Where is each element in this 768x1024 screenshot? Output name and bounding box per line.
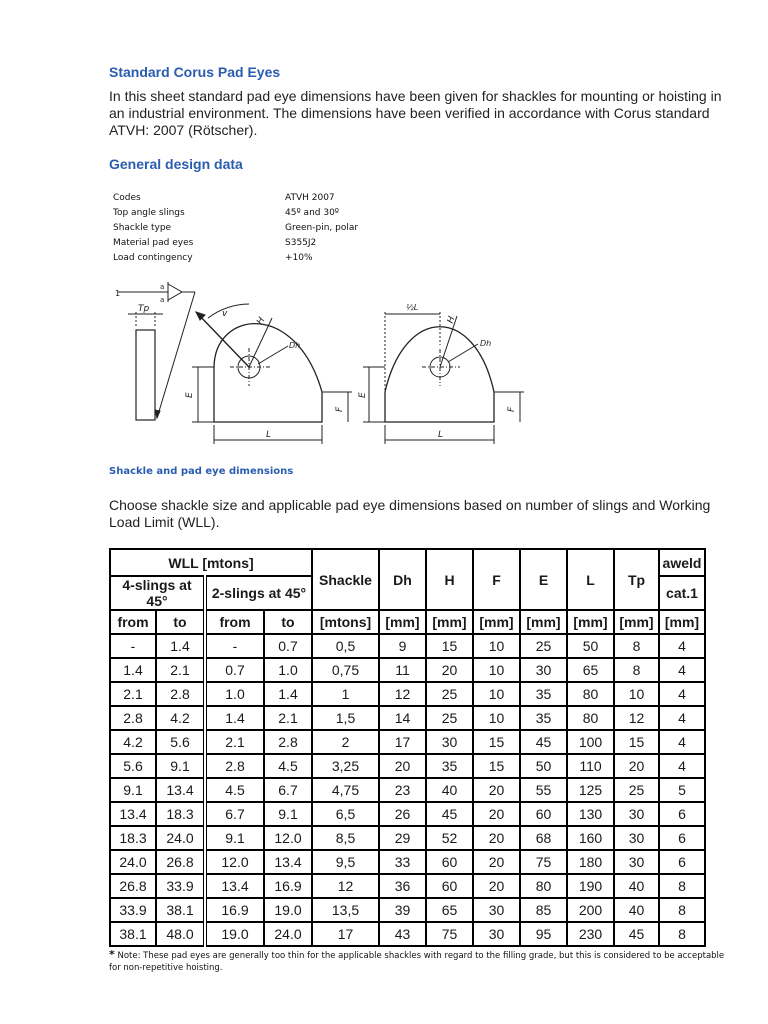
table-cell: 17 — [312, 922, 379, 946]
table-cell: 30 — [614, 826, 659, 850]
table-cell: 9.1 — [156, 754, 205, 778]
table-row — [110, 658, 705, 682]
table-body — [110, 634, 705, 946]
v-label: v — [222, 309, 228, 319]
table-row — [110, 706, 705, 730]
design-data-list — [113, 191, 413, 266]
table-cell: 20 — [379, 754, 426, 778]
table-row — [110, 802, 705, 826]
table-cell: 20 — [473, 874, 520, 898]
table-cell: 13.4 — [110, 802, 156, 826]
table-cell: 4 — [659, 706, 705, 730]
mm-unit: [mm] — [473, 610, 520, 634]
table-cell: 68 — [520, 826, 567, 850]
table-cell: 1.4 — [156, 634, 205, 658]
table-cell: 25 — [426, 682, 473, 706]
table-cell: 9 — [379, 634, 426, 658]
design-value: 45º and 30º — [285, 208, 340, 218]
design-label: Load contingency — [113, 253, 193, 263]
table-cell: 25 — [520, 634, 567, 658]
table-cell: 20 — [614, 754, 659, 778]
table-cell: 75 — [520, 850, 567, 874]
pad-eye-front-left — [185, 304, 352, 444]
table-cell: 50 — [520, 754, 567, 778]
table-cell: 130 — [567, 802, 614, 826]
table-cell: 0.7 — [205, 658, 264, 682]
table-row — [110, 634, 705, 658]
table-cell: 9.1 — [110, 778, 156, 802]
table-cell: 26 — [379, 802, 426, 826]
shackle-header: Shackle — [312, 549, 379, 610]
table-row — [110, 682, 705, 706]
table-cell: 2.1 — [205, 730, 264, 754]
table-cell: - — [205, 634, 264, 658]
table-cell: 40 — [614, 898, 659, 922]
figure-caption: Shackle and pad eye dimensions — [109, 466, 294, 477]
design-value: Green-pin, polar — [285, 223, 359, 233]
table-cell: 4 — [659, 754, 705, 778]
table-cell: 110 — [567, 754, 614, 778]
table-cell: 0.7 — [264, 634, 312, 658]
table-cell: 20 — [473, 778, 520, 802]
table-cell: 10 — [473, 634, 520, 658]
tp-header: Tp — [614, 549, 659, 610]
to-header: to — [156, 610, 205, 634]
table-cell: 20 — [473, 826, 520, 850]
table-cell: 2.8 — [110, 706, 156, 730]
dh-header: Dh — [379, 549, 426, 610]
side-view-plate — [128, 304, 163, 420]
table-cell: 9,5 — [312, 850, 379, 874]
table-cell: 75 — [426, 922, 473, 946]
table-cell: 20 — [426, 658, 473, 682]
table-cell: 9.1 — [205, 826, 264, 850]
table-cell: 25 — [426, 706, 473, 730]
table-cell: 2.1 — [110, 682, 156, 706]
note-text: Note: These pad eyes are generally too thin for the applicable shackles with regard to the filling grade, but this is considered to be acceptable for non-repetitive hoisting. — [109, 951, 725, 973]
table-cell: 18.3 — [110, 826, 156, 850]
table-row — [110, 922, 705, 946]
table-cell: 60 — [520, 802, 567, 826]
table-cell: 2.8 — [156, 682, 205, 706]
table-cell: 100 — [567, 730, 614, 754]
table-cell: 80 — [567, 682, 614, 706]
table-cell: 15 — [473, 730, 520, 754]
table-cell: 19.0 — [205, 922, 264, 946]
dh-label-right: Dh — [480, 339, 492, 348]
design-label: Shackle type — [113, 223, 172, 233]
table-cell: 0,5 — [312, 634, 379, 658]
table-cell: 12.0 — [264, 826, 312, 850]
table-cell: 10 — [473, 706, 520, 730]
choose-paragraph: Choose shackle size and applicable pad eye dimensions based on number of slings and Working Load Limit (WLL). — [109, 497, 711, 530]
table-cell: - — [110, 634, 156, 658]
table-cell: 45 — [614, 922, 659, 946]
table-cell: 30 — [614, 802, 659, 826]
table-cell: 50 — [567, 634, 614, 658]
half-l-label: ½L — [406, 303, 419, 312]
table-cell: 45 — [520, 730, 567, 754]
table-row — [110, 826, 705, 850]
table-cell: 10 — [614, 682, 659, 706]
design-row — [113, 236, 413, 251]
table-row — [110, 898, 705, 922]
design-heading: General design data — [109, 156, 243, 172]
table-cell: 30 — [473, 922, 520, 946]
from-header: from — [205, 610, 264, 634]
table-row — [110, 778, 705, 802]
table-cell: 200 — [567, 898, 614, 922]
slings4-header: 4-slings at 45° — [110, 576, 205, 610]
pad-eye-front-right — [358, 303, 524, 444]
weld-label-1: 1 — [115, 289, 121, 298]
weld-label-a-bottom: a — [160, 296, 165, 304]
table-row — [110, 850, 705, 874]
table-cell: 1.4 — [264, 682, 312, 706]
table-cell: 19.0 — [264, 898, 312, 922]
table-cell: 2.1 — [264, 706, 312, 730]
table-cell: 39 — [379, 898, 426, 922]
table-cell: 4 — [659, 730, 705, 754]
table-cell: 38.1 — [156, 898, 205, 922]
table-cell: 8 — [659, 874, 705, 898]
table-cell: 6 — [659, 802, 705, 826]
f-label-right: F — [507, 406, 517, 412]
table-cell: 55 — [520, 778, 567, 802]
wll-header: WLL [mtons] — [110, 549, 312, 576]
table-cell: 30 — [473, 898, 520, 922]
h-header: H — [426, 549, 473, 610]
table-cell: 26.8 — [156, 850, 205, 874]
dh-label-left: Dh — [289, 341, 301, 350]
table-cell: 15 — [473, 754, 520, 778]
design-value: S355J2 — [285, 238, 317, 248]
tp-label: Tp — [138, 304, 150, 314]
design-row — [113, 251, 413, 266]
table-cell: 1.4 — [205, 706, 264, 730]
table-cell: 5 — [659, 778, 705, 802]
mm-unit: [mm] — [426, 610, 473, 634]
table-cell: 17 — [379, 730, 426, 754]
table-cell: 6.7 — [264, 778, 312, 802]
table-cell: 6 — [659, 850, 705, 874]
table-cell: 6.7 — [205, 802, 264, 826]
table-cell: 1 — [312, 682, 379, 706]
table-cell: 20 — [473, 802, 520, 826]
header-row-1 — [110, 549, 705, 576]
table-cell: 80 — [520, 874, 567, 898]
table-cell: 30 — [520, 658, 567, 682]
table-cell: 0,75 — [312, 658, 379, 682]
table-cell: 13,5 — [312, 898, 379, 922]
table-cell: 48.0 — [156, 922, 205, 946]
table-cell: 60 — [426, 850, 473, 874]
table-cell: 13.4 — [264, 850, 312, 874]
table-cell: 2.8 — [205, 754, 264, 778]
slings2-header: 2-slings at 45° — [205, 576, 312, 610]
mm-unit: [mm] — [614, 610, 659, 634]
pad-eye-drawing — [0, 270, 768, 450]
table-cell: 8 — [614, 658, 659, 682]
table-cell: 15 — [426, 634, 473, 658]
table-cell: 160 — [567, 826, 614, 850]
table-cell: 14 — [379, 706, 426, 730]
table-cell: 12 — [312, 874, 379, 898]
header-row-3 — [110, 610, 705, 634]
table-cell: 4,75 — [312, 778, 379, 802]
table-cell: 2 — [312, 730, 379, 754]
table-cell: 45 — [426, 802, 473, 826]
table-row — [110, 754, 705, 778]
f-header: F — [473, 549, 520, 610]
table-cell: 80 — [567, 706, 614, 730]
table-cell: 18.3 — [156, 802, 205, 826]
footnote — [109, 949, 729, 974]
weld-label-a-top: a — [160, 283, 165, 291]
table-cell: 1.4 — [110, 658, 156, 682]
table-cell: 35 — [520, 706, 567, 730]
table-cell: 33.9 — [156, 874, 205, 898]
table-cell: 4.2 — [156, 706, 205, 730]
table-cell: 24.0 — [110, 850, 156, 874]
table-cell: 24.0 — [156, 826, 205, 850]
table-cell: 36 — [379, 874, 426, 898]
table-cell: 35 — [520, 682, 567, 706]
aweld-header: aweld — [659, 549, 705, 576]
table-cell: 1,5 — [312, 706, 379, 730]
l-header: L — [567, 549, 614, 610]
table-cell: 25 — [614, 778, 659, 802]
table-cell: 65 — [426, 898, 473, 922]
table-cell: 8,5 — [312, 826, 379, 850]
table-cell: 8 — [659, 922, 705, 946]
table-cell: 23 — [379, 778, 426, 802]
table-cell: 9.1 — [264, 802, 312, 826]
table-cell: 33 — [379, 850, 426, 874]
table-cell: 85 — [520, 898, 567, 922]
table-cell: 4 — [659, 682, 705, 706]
table-cell: 24.0 — [264, 922, 312, 946]
mm-unit: [mm] — [659, 610, 705, 634]
table-cell: 60 — [426, 874, 473, 898]
mm-unit: [mm] — [567, 610, 614, 634]
e-header: E — [520, 549, 567, 610]
note-star: * — [109, 948, 115, 961]
table-row — [110, 730, 705, 754]
table-cell: 3,25 — [312, 754, 379, 778]
table-cell: 13.4 — [205, 874, 264, 898]
table-cell: 4 — [659, 658, 705, 682]
table-cell: 95 — [520, 922, 567, 946]
design-value: +10% — [285, 253, 313, 263]
table-cell: 5.6 — [110, 754, 156, 778]
table-cell: 6,5 — [312, 802, 379, 826]
design-row — [113, 221, 413, 236]
to-header: to — [264, 610, 312, 634]
table-cell: 13.4 — [156, 778, 205, 802]
table-cell: 190 — [567, 874, 614, 898]
table-cell: 29 — [379, 826, 426, 850]
table-cell: 4.5 — [205, 778, 264, 802]
table-cell: 5.6 — [156, 730, 205, 754]
table-row — [110, 874, 705, 898]
table-cell: 15 — [614, 730, 659, 754]
l-label-right: L — [438, 430, 444, 440]
table-cell: 1.0 — [205, 682, 264, 706]
design-value: ATVH 2007 — [285, 193, 335, 203]
table-cell: 125 — [567, 778, 614, 802]
table-cell: 6 — [659, 826, 705, 850]
table-cell: 30 — [426, 730, 473, 754]
design-label: Top angle slings — [113, 208, 185, 218]
page-title: Standard Corus Pad Eyes — [109, 64, 281, 80]
table-cell: 38.1 — [110, 922, 156, 946]
design-label: Material pad eyes — [113, 238, 194, 248]
table-cell: 65 — [567, 658, 614, 682]
h-label-right: H — [445, 315, 458, 325]
table-cell: 35 — [426, 754, 473, 778]
table-cell: 230 — [567, 922, 614, 946]
table-cell: 4.5 — [264, 754, 312, 778]
table-cell: 26.8 — [110, 874, 156, 898]
table-cell: 4.2 — [110, 730, 156, 754]
table-cell: 16.9 — [205, 898, 264, 922]
mm-unit: [mm] — [379, 610, 426, 634]
table-cell: 8 — [614, 634, 659, 658]
aweld-cat-header: cat.1 — [659, 576, 705, 610]
table-cell: 16.9 — [264, 874, 312, 898]
shackle-unit: [mtons] — [312, 610, 379, 634]
table-cell: 2.8 — [264, 730, 312, 754]
table-cell: 30 — [614, 850, 659, 874]
table-cell: 2.1 — [156, 658, 205, 682]
table-cell: 10 — [473, 658, 520, 682]
design-row — [113, 191, 413, 206]
table-cell: 12 — [379, 682, 426, 706]
e-label-right: E — [358, 392, 368, 398]
table-cell: 20 — [473, 850, 520, 874]
table-cell: 10 — [473, 682, 520, 706]
design-row — [113, 206, 413, 221]
table-cell: 11 — [379, 658, 426, 682]
design-label: Codes — [113, 193, 141, 203]
table-cell: 40 — [614, 874, 659, 898]
intro-paragraph: In this sheet standard pad eye dimensions have been given for shackles for mounting or hoisting in an industrial environment. The dimensions have been verified in accordance with Corus standard ATVH: 2007 (Rötscher). — [109, 88, 722, 138]
f-label-left: F — [335, 406, 345, 412]
l-label-left: L — [266, 430, 272, 440]
table-cell: 43 — [379, 922, 426, 946]
h-label-left: H — [255, 315, 268, 327]
table-cell: 52 — [426, 826, 473, 850]
table-cell: 4 — [659, 634, 705, 658]
table-cell: 180 — [567, 850, 614, 874]
mm-unit: [mm] — [520, 610, 567, 634]
table-cell: 33.9 — [110, 898, 156, 922]
table-cell: 12.0 — [205, 850, 264, 874]
table-cell: 40 — [426, 778, 473, 802]
table-cell: 1.0 — [264, 658, 312, 682]
table-cell: 8 — [659, 898, 705, 922]
from-header: from — [110, 610, 156, 634]
table-cell: 12 — [614, 706, 659, 730]
dimensions-table — [109, 548, 706, 947]
e-label-left: E — [185, 392, 195, 398]
